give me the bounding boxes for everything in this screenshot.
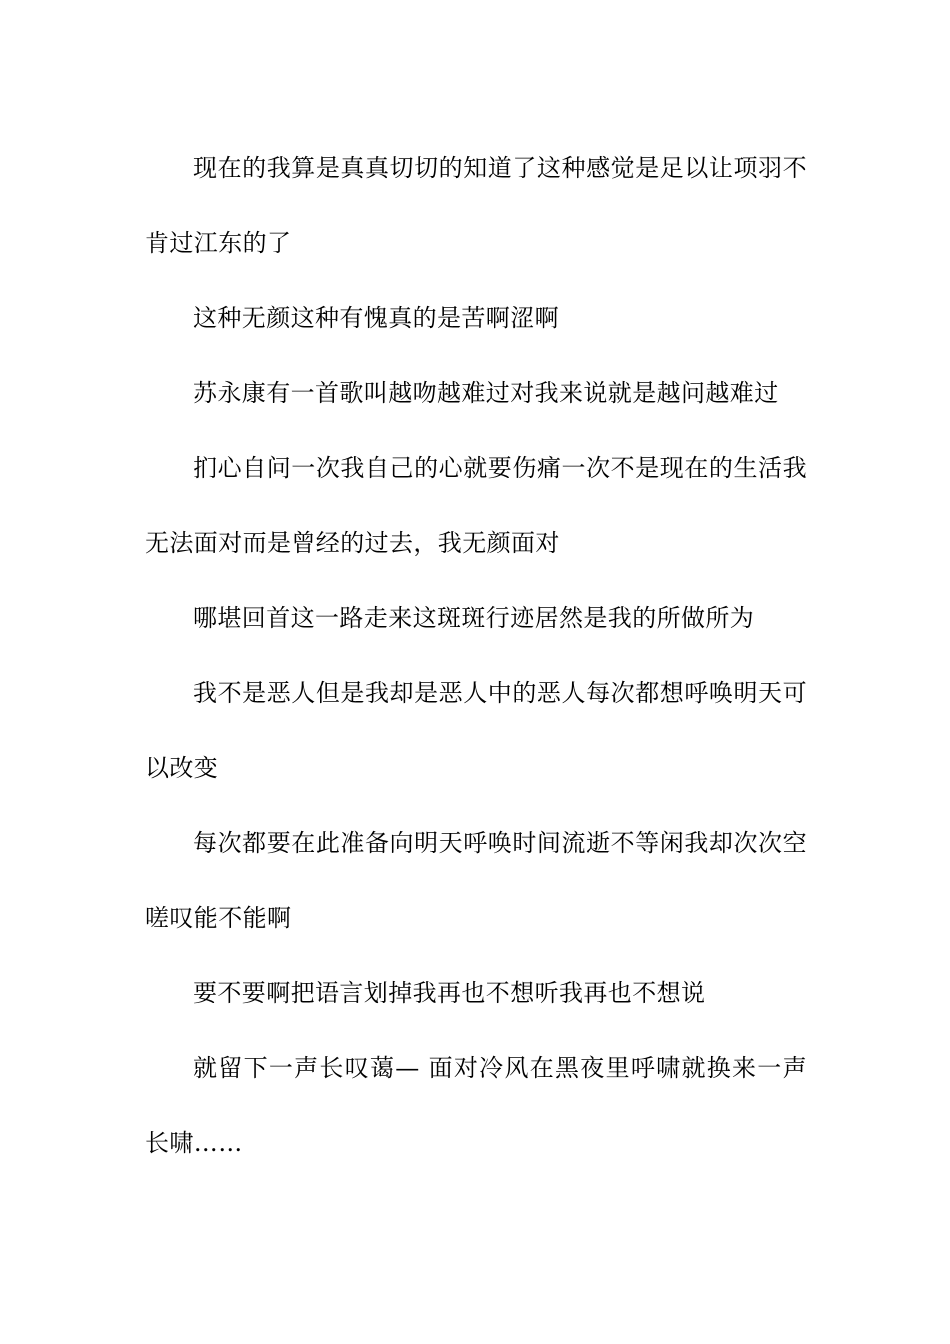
paragraph: 每次都要在此准备向明天呼唤时间流逝不等闲我却次次空嗟叹能不能啊	[145, 829, 807, 932]
paragraph: 就留下一声长叹蔼— 面对冷风在黑夜里呼啸就换来一声长啸……	[145, 1054, 807, 1157]
paragraph: 我不是恶人但是我却是恶人中的恶人每次都想呼唤明天可以改变	[145, 679, 807, 782]
paragraph: 要不要啊把语言划掉我再也不想听我再也不想说	[193, 979, 706, 1007]
paragraph: 现在的我算是真真切切的知道了这种感觉是足以让项羽不肯过江东的了	[145, 154, 807, 257]
paragraph: 哪堪回首这一路走来这斑斑行迹居然是我的所做所为	[193, 604, 755, 632]
paragraph: 苏永康有一首歌叫越吻越难过对我来说就是越问越难过	[193, 379, 779, 407]
document-body	[145, 131, 807, 1181]
paragraph: 扪心自问一次我自己的心就要伤痛一次不是现在的生活我无法面对而是曾经的过去，我无颜面对	[145, 454, 807, 557]
paragraph: 这种无颜这种有愧真的是苦啊涩啊	[193, 304, 559, 332]
